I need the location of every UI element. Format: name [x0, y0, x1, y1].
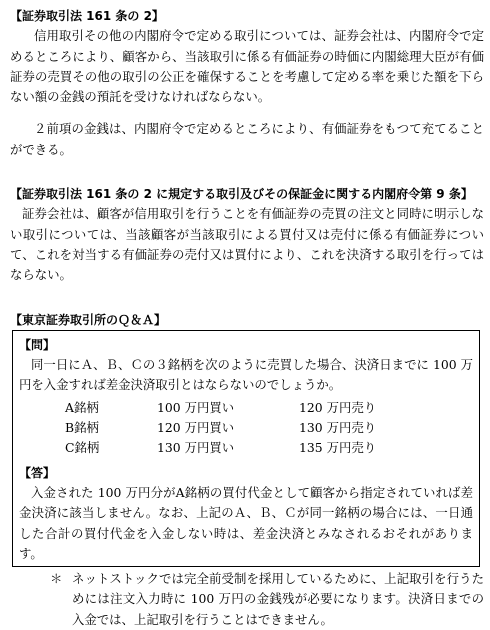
section-heading-article-161-2: 【証券取引法 161 条の 2】: [10, 9, 164, 23]
cabinet-order-paragraph: 証券会社は、顧客が信用取引を行うことを有価証券の売買の注文と同時に明示しない取引については、当該顧客が当該取引による買付又は売付に係る有価証券について、これを対当する有価証券の売付又は買付により、これを決済する取引を行ってはならない。: [10, 206, 484, 283]
footnote-text: ネットストックでは完全前受制を採用しているために、上記取引を行うためには注文入力時に 100 万円の金銭残が必要になります。決済日までの入金では、上記取引を行うことはできません。: [72, 571, 484, 627]
table-row: [65, 438, 376, 458]
stock-name: B銘柄: [65, 420, 99, 436]
answer-label: 【答】: [19, 465, 56, 480]
section-heading-cabinet-order-9: 【証券取引法 161 条の 2 に規定する取引及びその保証金に関する内閣府令第 9 条】: [10, 187, 473, 202]
article-paragraph-2: ２前項の金銭は、内閣府令で定めるところにより、有価証券をもつて充てることができる。: [10, 121, 484, 157]
table-row: [65, 398, 376, 418]
answer-text: 入金された 100 万円分がA銘柄の買付代金として顧客から指定されていれば差金決済に該当しません。なお、上記のＡ、Ｂ、Ｃが同一銘柄の場合には、一日通した合計の買付代金を入金しない時は、差金決済とみなされるおそれがあります。: [19, 484, 473, 561]
document-page: [10, 6, 484, 630]
stock-trade-table: [65, 398, 376, 459]
stock-name: A銘柄: [65, 399, 99, 415]
stock-buy: 120 万円買い: [157, 420, 235, 436]
stock-buy: 130 万円買い: [157, 440, 235, 456]
table-row: [65, 418, 376, 438]
stock-sell: 120 万円売り: [299, 399, 377, 415]
footnote: [10, 569, 484, 630]
question-text: 同一日にＡ、Ｂ、Ｃの３銘柄を次のように売買した場合、決済日までに 100 万円を入金すれば差金決済取引とはならないのでしょうか。: [19, 357, 473, 393]
stock-name: C銘柄: [65, 440, 100, 456]
question-label: 【問】: [19, 337, 56, 352]
stock-sell: 135 万円売り: [299, 440, 377, 456]
section-heading-tse-qa: 【東京証券取引所のＱ＆Ａ】: [10, 312, 167, 327]
stock-sell: 130 万円売り: [299, 420, 377, 436]
asterisk-mark: ＊: [50, 571, 63, 587]
qa-box: [12, 330, 480, 567]
stock-buy: 100 万円買い: [157, 399, 235, 415]
article-paragraph-1: 信用取引その他の内閣府令で定める取引については、証券会社は、内閣府令で定めるところにより、顧客から、当該取引に係る有価証券の時価に内閣総理大臣が有価証券の売買その他の取引の公正を確保することを考慮して定める率を乗じた額を下らない額の金銭の預託を受けなければならない。: [10, 28, 484, 105]
